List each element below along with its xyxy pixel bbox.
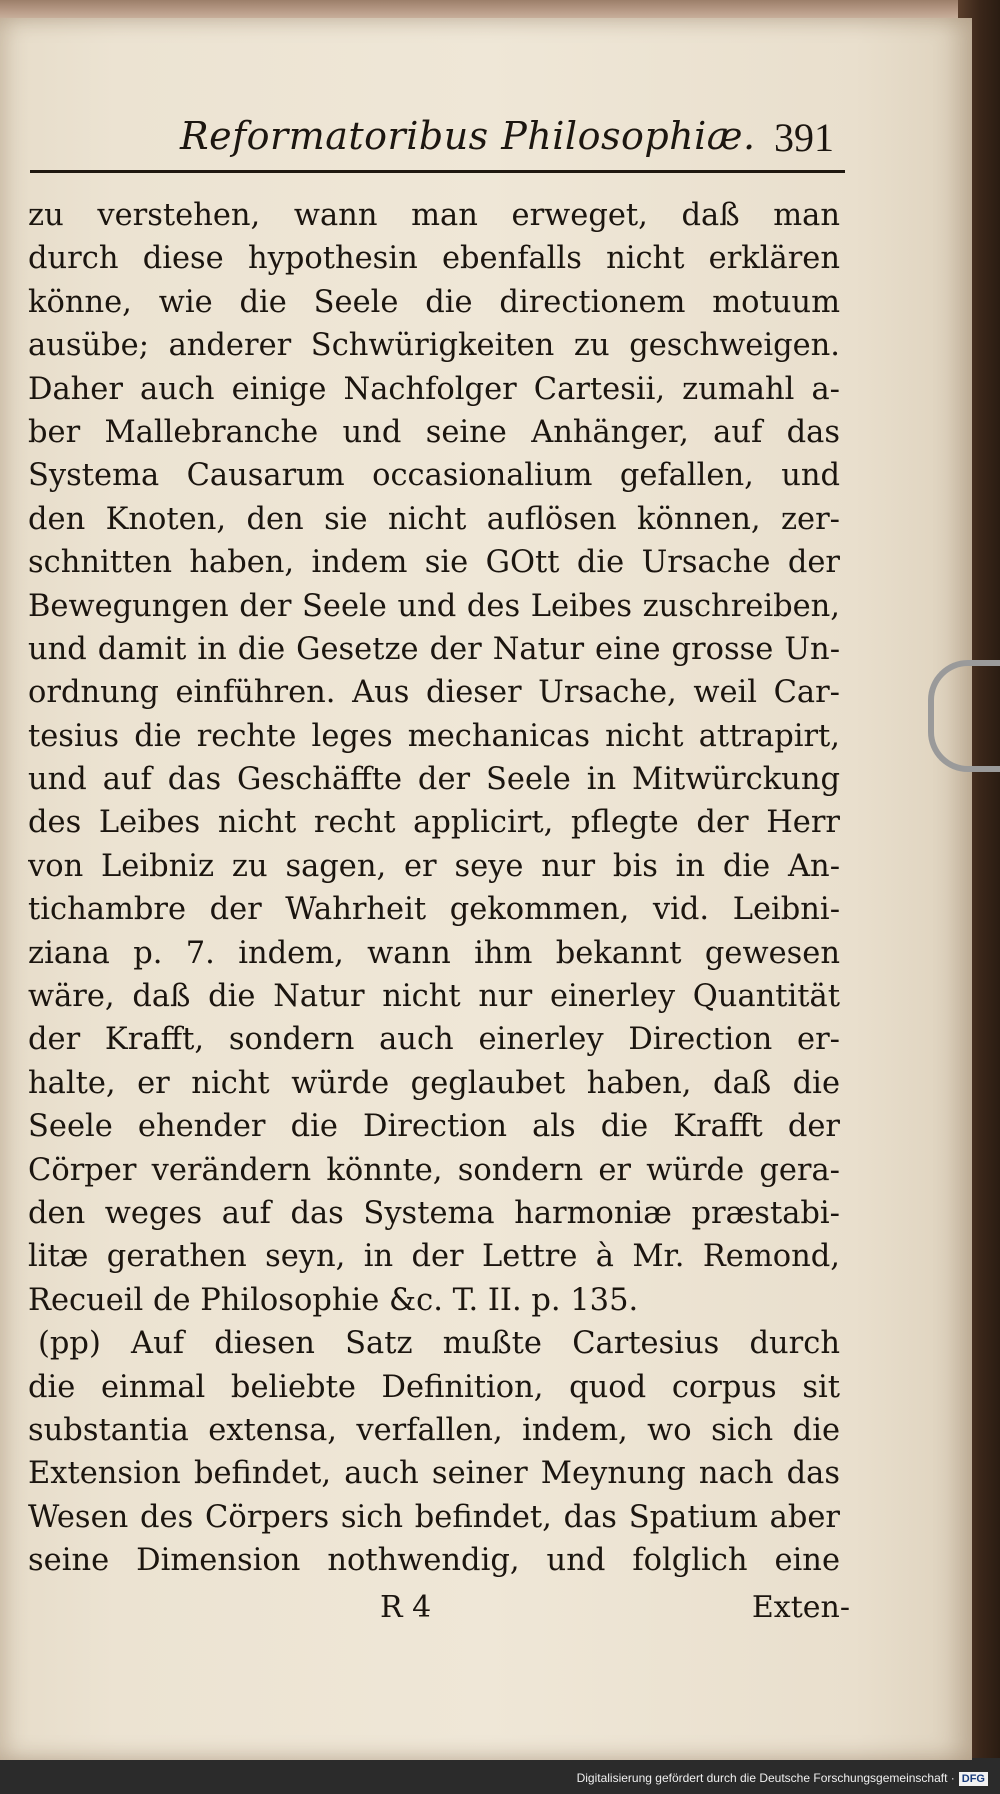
signature-mark: R 4 [380, 1590, 432, 1625]
text-line: substantia extensa, verfallen, indem, wo sich die [28, 1412, 840, 1448]
text-line: Bewegungen der Seele und des Leibes zuschreiben, [28, 588, 840, 624]
page-footer [30, 1590, 850, 1640]
dfg-logo: DFG [959, 1772, 988, 1786]
text-line: von Leibniz zu sagen, er seye nur bis in die An- [28, 848, 840, 884]
text-line: halte, er nicht würde geglaubet haben, daß die [28, 1065, 840, 1101]
text-line: litæ gerathen seyn, in der Lettre à Mr. Remond, [28, 1239, 840, 1275]
header-rule [30, 170, 845, 173]
text-line: ber Mallebranche und seine Anhänger, auf das [28, 414, 840, 450]
text-line: der Krafft, sondern auch einerley Direction er- [28, 1022, 840, 1058]
text-line: Extension befindet, auch seiner Meynung nach das [28, 1456, 840, 1492]
page-header [30, 98, 840, 168]
text-line: und damit in die Gesetze der Natur eine grosse Un- [28, 631, 840, 667]
text-line: die einmal beliebte Definition, quod corpus sit [28, 1369, 840, 1405]
text-line: Systema Causarum occasionalium gefallen, und [28, 458, 840, 494]
text-line: Daher auch einige Nachfolger Cartesii, zumahl a- [28, 371, 840, 407]
running-head: Reformatoribus Philosophiæ. [180, 114, 756, 158]
page-number: 391 [774, 115, 834, 160]
text-line: Cörper verändern könnte, sondern er würde gera- [28, 1152, 840, 1188]
text-line: (pp) Auf diesen Satz mußte Cartesius durch [38, 1326, 840, 1362]
text-line: ausübe; anderer Schwürigkeiten zu geschweigen. [28, 328, 840, 364]
text-line: Recueil de Philosophie &c. T. II. p. 135. [28, 1282, 639, 1318]
book-page [0, 18, 972, 1760]
text-line: den weges auf das Systema harmoniæ præstabi- [28, 1195, 840, 1231]
text-line: Seele ehender die Direction als die Krafft der [28, 1109, 840, 1145]
text-line: wäre, daß die Natur nicht nur einerley Quantität [28, 979, 840, 1015]
text-line: den Knoten, den sie nicht auflösen können, zer- [28, 501, 840, 537]
text-line: schnitten haben, indem sie GOtt die Ursache der [28, 545, 840, 581]
text-line: tesius die rechte leges mechanicas nicht attrapirt, [28, 718, 840, 754]
credit-text: Digitalisierung gefördert durch die Deutsche Forschungsgemeinschaft · [576, 1771, 955, 1786]
digitization-credit [577, 1771, 988, 1786]
text-line: des Leibes nicht recht applicirt, pflegte der Herr [28, 805, 840, 841]
text-line: seine Dimension nothwendig, und folglich eine [28, 1543, 840, 1579]
text-line: durch diese hypothesin ebenfalls nicht erklären [28, 241, 840, 277]
text-line: tichambre der Wahrheit gekommen, vid. Leibni- [28, 892, 840, 928]
text-line: könne, wie die Seele die directionem motuum [28, 284, 840, 320]
text-line: ziana p. 7. indem, wann ihm bekannt gewesen [28, 935, 840, 971]
text-line: und auf das Geschäffte der Seele in Mitwürckung [28, 762, 840, 798]
catchword: Exten- [751, 1590, 850, 1625]
credit-bar [0, 1758, 1000, 1794]
text-line: Wesen des Cörpers sich befindet, das Spatium aber [28, 1499, 840, 1535]
body-text [28, 194, 840, 1583]
text-line: ordnung einführen. Aus dieser Ursache, weil Car- [28, 675, 840, 711]
book-clasp [928, 660, 1000, 772]
text-line: zu verstehen, wann man erweget, daß man [28, 198, 840, 233]
